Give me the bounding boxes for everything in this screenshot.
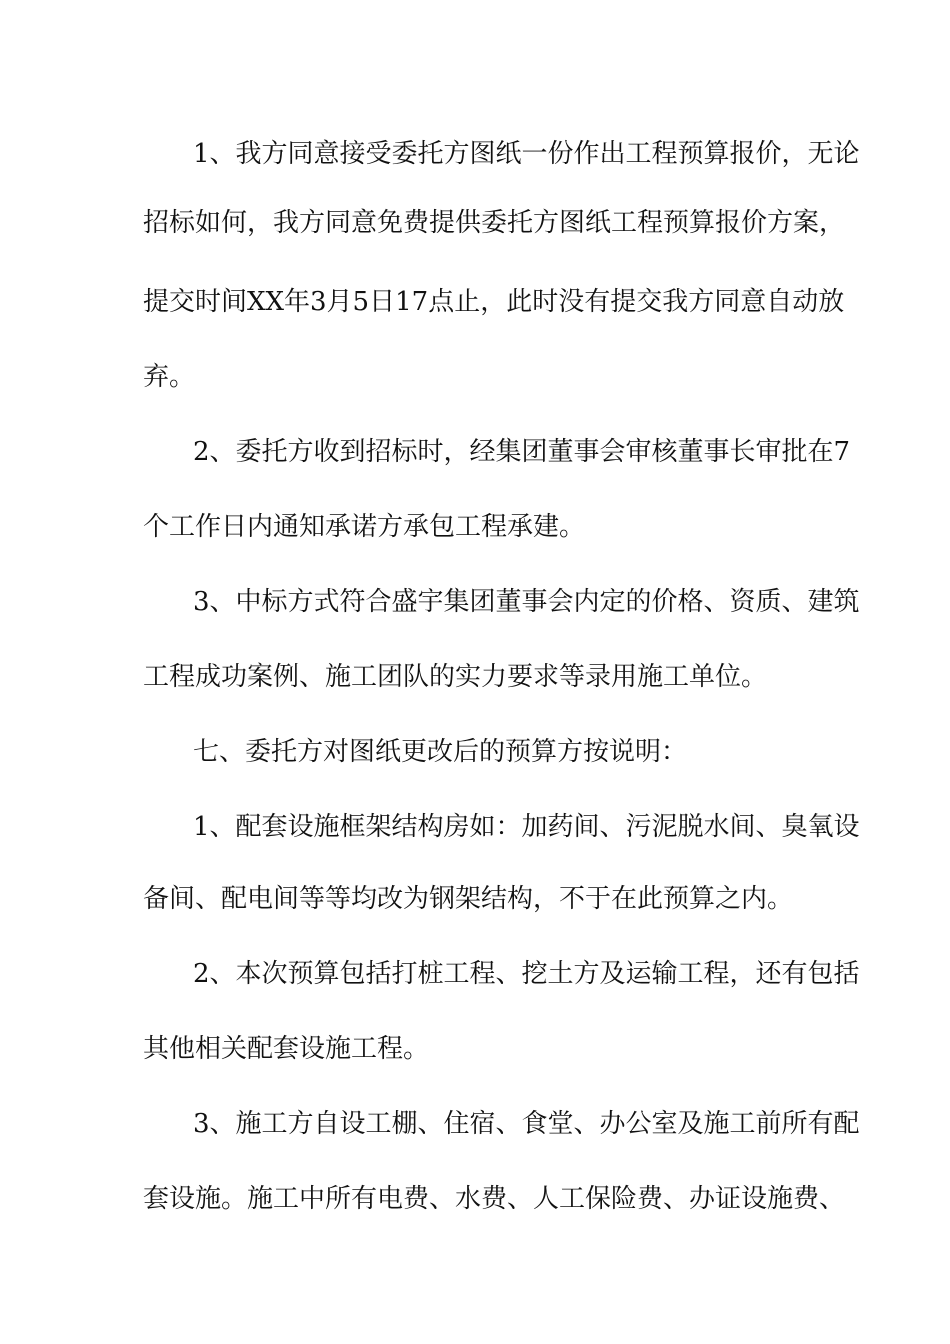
text-line: 弃。 — [143, 362, 196, 392]
text-line: 其他相关配套设施工程。 — [143, 1034, 430, 1064]
text-line: 套设施。施工中所有电费、水费、人工保险费、办证设施费、 — [143, 1184, 846, 1214]
text-line: 3、中标方式符合盛宇集团董事会内定的价格、资质、建筑 — [193, 587, 860, 617]
text-line: 备间、配电间等等均改为钢架结构，不于在此预算之内。 — [143, 884, 794, 914]
text-line: 招标如何，我方同意免费提供委托方图纸工程预算报价方案， — [143, 208, 846, 238]
text-line: 2、委托方收到招标时，经集团董事会审核董事长审批在7 — [193, 437, 851, 467]
text-line: 工程成功案例、施工团队的实力要求等录用施工单位。 — [143, 662, 768, 692]
text-line: 个工作日内通知承诺方承包工程承建。 — [143, 512, 586, 542]
text-line: 1、配套设施框架结构房如：加药间、污泥脱水间、臭氧设 — [193, 812, 860, 842]
text-line: 1、我方同意接受委托方图纸一份作出工程预算报价，无论 — [193, 139, 860, 169]
text-line: 2、本次预算包括打桩工程、挖土方及运输工程，还有包括 — [193, 959, 860, 989]
section-heading: 七、委托方对图纸更改后的预算方按说明： — [193, 737, 688, 767]
text-line: 3、施工方自设工棚、住宿、食堂、办公室及施工前所有配 — [193, 1109, 860, 1139]
text-line: 提交时间XX年3月5日17点止，此时没有提交我方同意自动放 — [143, 287, 845, 317]
